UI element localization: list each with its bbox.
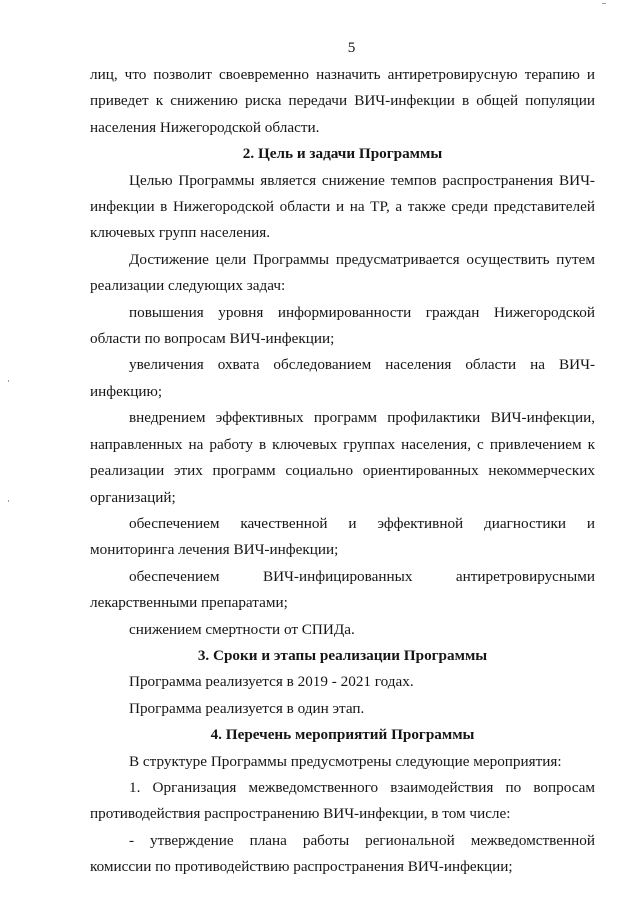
section-2-task: увеличения охвата обследованием населения области на ВИЧ-инфекцию; (90, 356, 595, 400)
section-2-task: обеспечением качественной и эффективной диагностики и мониторинга лечения ВИЧ-инфекции; (90, 514, 595, 559)
document-page (90, 40, 595, 881)
section-2-paragraph: Достижение цели Программы предусматривается осуществить путем реализации следующих задач: (90, 250, 595, 295)
section-4-paragraph: - утверждение плана работы региональной межведомственной комиссии по противодействию распространения ВИЧ-инфекции; (90, 831, 595, 876)
scan-speck (602, 3, 606, 4)
section-3-heading: 3. Сроки и этапы реализации Программы (197, 646, 488, 664)
section-4-paragraph: В структуре Программы предусмотрены следующие мероприятия: (129, 752, 562, 770)
section-2-heading: 2. Цель и задачи Программы (242, 145, 443, 163)
section-2-paragraph: Целью Программы является снижение темпов распространения ВИЧ-инфекции в Нижегородской области и на ТР, а также среди представителей ключевых групп населения. (90, 171, 595, 242)
scan-speck (8, 500, 9, 502)
intro-paragraph: лиц, что позволит своевременно назначить антиретровирусную терапию и приведет к снижению риска передачи ВИЧ-инфекции в общей популяции населения Нижегородской области. (90, 66, 595, 136)
section-2-task: обеспечением ВИЧ-инфицированных антиретровирусными лекарственными препаратами; (90, 567, 595, 612)
section-2-task: внедрением эффективных программ профилактики ВИЧ-инфекции, направленных на работу в ключевых группах населения, с привлечением к реализации этих программ социально ориентированных некоммерческих организаций; (90, 409, 595, 506)
section-4-heading: 4. Перечень мероприятий Программы (210, 726, 475, 744)
page-number: 5 (347, 39, 356, 56)
section-2-task: снижением смертности от СПИДа. (129, 620, 355, 638)
section-2-task: повышения уровня информированности граждан Нижегородской области по вопросам ВИЧ-инфекции; (90, 303, 595, 348)
scan-speck (8, 380, 9, 382)
section-3-paragraph: Программа реализуется в один этап. (129, 699, 365, 717)
section-4-paragraph: 1. Организация межведомственного взаимодействия по вопросам противодействия распространению ВИЧ-инфекции, в том числе: (90, 778, 595, 823)
section-3-paragraph: Программа реализуется в 2019 - 2021 годах. (129, 673, 414, 691)
